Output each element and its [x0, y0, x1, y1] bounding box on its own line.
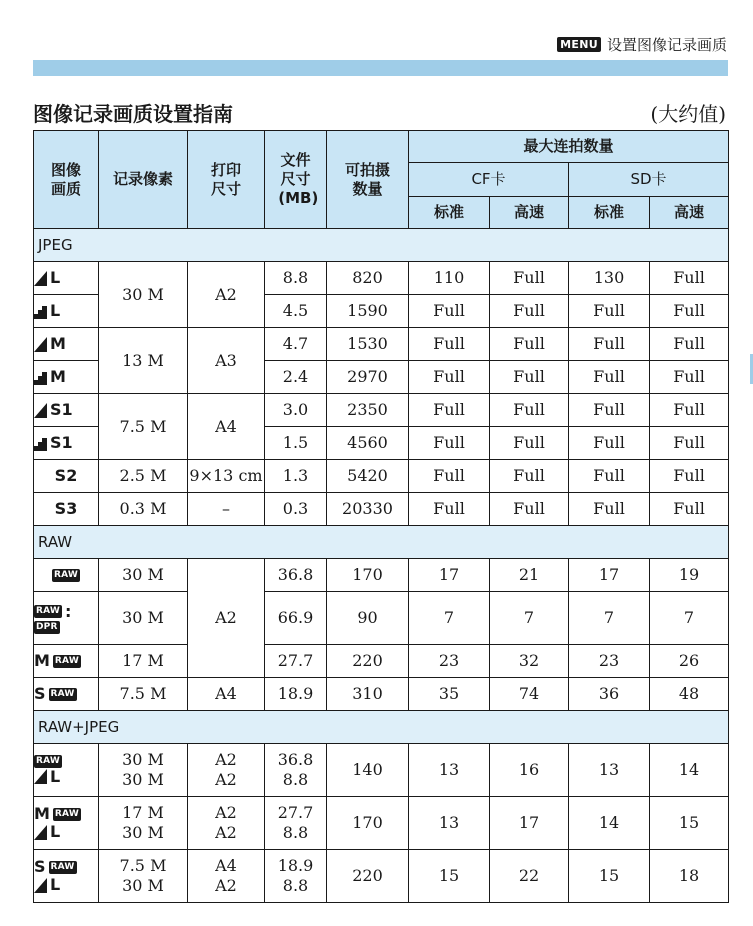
- print-cell: 9×13 cm: [188, 460, 265, 493]
- header-cf-card: CF卡: [409, 163, 569, 197]
- cf-hi-cell: Full: [490, 394, 569, 427]
- shots-cell: 5420: [327, 460, 409, 493]
- sd-std-cell: Full: [569, 328, 650, 361]
- size-cell: 3.0: [265, 394, 327, 427]
- size-cell: 36.8: [265, 559, 327, 592]
- size-cell: 27.7: [265, 645, 327, 678]
- print-cell: A2 A2: [188, 744, 265, 797]
- table-row: [34, 493, 729, 526]
- fine-quality-icon: [34, 403, 47, 418]
- normal-quality-icon: [34, 304, 47, 319]
- print-cell: A2: [188, 262, 265, 328]
- sd-std-cell: 17: [569, 559, 650, 592]
- group-label-raw-jpeg: RAW+JPEG: [34, 711, 729, 744]
- shots-cell: 2970: [327, 361, 409, 394]
- table-row: [34, 592, 729, 645]
- fine-quality-icon: [34, 769, 47, 784]
- menu-icon: MENU: [557, 37, 601, 52]
- normal-quality-icon: [34, 436, 47, 451]
- size-cell: 18.9: [265, 678, 327, 711]
- cf-hi-cell: Full: [490, 460, 569, 493]
- cf-std-cell: 35: [409, 678, 490, 711]
- pixels-cell: 7.5 M: [99, 394, 188, 460]
- raw-icon: RAW: [54, 655, 79, 666]
- header-sd-high-speed: 高速: [650, 197, 729, 229]
- pixels-cell: 17 M: [99, 645, 188, 678]
- header-file-size: 文件尺寸(MB): [265, 131, 327, 229]
- pixels-cell: 30 M: [99, 262, 188, 328]
- cf-hi-cell: 32: [490, 645, 569, 678]
- sd-hi-cell: 15: [650, 797, 729, 850]
- shots-cell: 140: [327, 744, 409, 797]
- shots-cell: 1590: [327, 295, 409, 328]
- table-row: [34, 645, 729, 678]
- breadcrumb: [557, 34, 727, 55]
- cf-std-cell: Full: [409, 493, 490, 526]
- cf-std-cell: 23: [409, 645, 490, 678]
- cf-std-cell: 13: [409, 797, 490, 850]
- quality-cell: S1: [34, 427, 99, 460]
- sd-std-cell: Full: [569, 361, 650, 394]
- quality-cell: S RAW: [34, 678, 99, 711]
- sd-std-cell: 23: [569, 645, 650, 678]
- size-cell: 1.5: [265, 427, 327, 460]
- shots-cell: 820: [327, 262, 409, 295]
- sd-std-cell: 7: [569, 592, 650, 645]
- page-title: 图像记录画质设置指南: [33, 102, 233, 126]
- cf-hi-cell: 16: [490, 744, 569, 797]
- fine-quality-icon: [34, 271, 47, 286]
- raw-icon: RAW: [50, 688, 75, 699]
- shots-cell: 220: [327, 645, 409, 678]
- pixels-cell: 2.5 M: [99, 460, 188, 493]
- table-row: [34, 850, 729, 903]
- quality-cell: [34, 559, 99, 592]
- table-row: [34, 559, 729, 592]
- cf-hi-cell: Full: [490, 262, 569, 295]
- header-pixels: 记录像素: [99, 131, 188, 229]
- table-row: [34, 797, 729, 850]
- cf-hi-cell: Full: [490, 361, 569, 394]
- sd-hi-cell: Full: [650, 361, 729, 394]
- quality-cell: S3: [34, 493, 99, 526]
- raw-icon: RAW: [36, 755, 61, 766]
- cf-std-cell: Full: [409, 427, 490, 460]
- cf-hi-cell: 7: [490, 592, 569, 645]
- shots-cell: 310: [327, 678, 409, 711]
- sd-std-cell: Full: [569, 394, 650, 427]
- header-sd-card: SD卡: [569, 163, 729, 197]
- pixels-cell: 30 M: [99, 592, 188, 645]
- cf-hi-cell: 74: [490, 678, 569, 711]
- print-cell: A4: [188, 394, 265, 460]
- table-row: [34, 744, 729, 797]
- dpr-icon: DPR: [36, 621, 58, 632]
- cf-std-cell: 13: [409, 744, 490, 797]
- sd-hi-cell: Full: [650, 262, 729, 295]
- sd-std-cell: 15: [569, 850, 650, 903]
- sd-hi-cell: 48: [650, 678, 729, 711]
- size-cell: 1.3: [265, 460, 327, 493]
- size-cell: 36.8 8.8: [265, 744, 327, 797]
- header-shots: 可拍摄数量: [327, 131, 409, 229]
- table-row: [34, 394, 729, 427]
- size-cell: 8.8: [265, 262, 327, 295]
- breadcrumb-text: 设置图像记录画质: [606, 36, 727, 54]
- cf-std-cell: 17: [409, 559, 490, 592]
- cf-std-cell: 7: [409, 592, 490, 645]
- approx-note: (大约值): [650, 102, 726, 126]
- cf-hi-cell: 21: [490, 559, 569, 592]
- table-row: [34, 460, 729, 493]
- fine-quality-icon: [34, 825, 47, 840]
- pixels-cell: 13 M: [99, 328, 188, 394]
- pixels-cell: 7.5 M: [99, 678, 188, 711]
- sd-std-cell: Full: [569, 460, 650, 493]
- shots-cell: 170: [327, 797, 409, 850]
- pixels-cell: 30 M: [99, 559, 188, 592]
- header-max-burst: 最大连拍数量: [409, 131, 729, 163]
- cf-std-cell: 15: [409, 850, 490, 903]
- print-cell: A2: [188, 559, 265, 678]
- shots-cell: 4560: [327, 427, 409, 460]
- shots-cell: 170: [327, 559, 409, 592]
- pixels-cell: 30 M 30 M: [99, 744, 188, 797]
- sd-std-cell: Full: [569, 427, 650, 460]
- header-band: [33, 60, 728, 76]
- size-cell: 18.9 8.8: [265, 850, 327, 903]
- cf-std-cell: Full: [409, 394, 490, 427]
- sd-hi-cell: Full: [650, 295, 729, 328]
- size-cell: 4.7: [265, 328, 327, 361]
- raw-icon: RAW: [54, 808, 79, 819]
- sd-hi-cell: Full: [650, 460, 729, 493]
- print-cell: A4: [188, 678, 265, 711]
- cf-hi-cell: 22: [490, 850, 569, 903]
- table-row: [34, 262, 729, 295]
- cf-std-cell: 110: [409, 262, 490, 295]
- header-print-size: 打印尺寸: [188, 131, 265, 229]
- sd-hi-cell: Full: [650, 394, 729, 427]
- sd-std-cell: 130: [569, 262, 650, 295]
- sd-std-cell: 14: [569, 797, 650, 850]
- sd-std-cell: Full: [569, 295, 650, 328]
- quality-guide-table: [33, 130, 729, 903]
- quality-cell: L: [34, 262, 99, 295]
- shots-cell: 20330: [327, 493, 409, 526]
- sd-hi-cell: 26: [650, 645, 729, 678]
- shots-cell: 220: [327, 850, 409, 903]
- normal-quality-icon: [34, 370, 47, 385]
- quality-cell: M RAW: [34, 645, 99, 678]
- pixels-cell: 17 M 30 M: [99, 797, 188, 850]
- raw-icon: RAW: [50, 861, 75, 872]
- quality-cell: M RAW L: [34, 797, 99, 850]
- cf-std-cell: Full: [409, 295, 490, 328]
- fine-quality-icon: [34, 337, 47, 352]
- pixels-cell: 0.3 M: [99, 493, 188, 526]
- header-cf-high-speed: 高速: [490, 197, 569, 229]
- size-cell: 4.5: [265, 295, 327, 328]
- table-row: [34, 678, 729, 711]
- quality-cell: S RAW L: [34, 850, 99, 903]
- sd-std-cell: 13: [569, 744, 650, 797]
- sd-hi-cell: 14: [650, 744, 729, 797]
- header-quality: 图像画质: [34, 131, 99, 229]
- cf-hi-cell: Full: [490, 427, 569, 460]
- pixels-cell: 7.5 M 30 M: [99, 850, 188, 903]
- cf-std-cell: Full: [409, 361, 490, 394]
- quality-cell: S2: [34, 460, 99, 493]
- sd-hi-cell: Full: [650, 427, 729, 460]
- sd-hi-cell: 18: [650, 850, 729, 903]
- raw-icon: RAW: [53, 570, 79, 580]
- header-cf-standard: 标准: [409, 197, 490, 229]
- table-row: [34, 328, 729, 361]
- print-cell: –: [188, 493, 265, 526]
- cf-hi-cell: 17: [490, 797, 569, 850]
- size-cell: 27.7 8.8: [265, 797, 327, 850]
- quality-cell: RAW : DPR: [34, 592, 99, 645]
- sd-hi-cell: 7: [650, 592, 729, 645]
- quality-cell: L: [34, 295, 99, 328]
- group-label-raw: RAW: [34, 526, 729, 559]
- size-cell: 66.9: [265, 592, 327, 645]
- cf-hi-cell: Full: [490, 328, 569, 361]
- cf-std-cell: Full: [409, 460, 490, 493]
- fine-quality-icon: [34, 878, 47, 893]
- quality-cell: S1: [34, 394, 99, 427]
- raw-icon: RAW: [36, 606, 61, 616]
- quality-cell: RAW L: [34, 744, 99, 797]
- sd-std-cell: 36: [569, 678, 650, 711]
- sd-hi-cell: 19: [650, 559, 729, 592]
- cf-hi-cell: Full: [490, 493, 569, 526]
- shots-cell: 90: [327, 592, 409, 645]
- quality-cell: M: [34, 361, 99, 394]
- group-label-jpeg: JPEG: [34, 229, 729, 262]
- cf-hi-cell: Full: [490, 295, 569, 328]
- sd-hi-cell: Full: [650, 493, 729, 526]
- quality-cell: M: [34, 328, 99, 361]
- size-cell: 2.4: [265, 361, 327, 394]
- print-cell: A4 A2: [188, 850, 265, 903]
- size-cell: 0.3: [265, 493, 327, 526]
- sd-std-cell: Full: [569, 493, 650, 526]
- shots-cell: 1530: [327, 328, 409, 361]
- print-cell: A2 A2: [188, 797, 265, 850]
- shots-cell: 2350: [327, 394, 409, 427]
- cf-std-cell: Full: [409, 328, 490, 361]
- print-cell: A3: [188, 328, 265, 394]
- sd-hi-cell: Full: [650, 328, 729, 361]
- header-sd-standard: 标准: [569, 197, 650, 229]
